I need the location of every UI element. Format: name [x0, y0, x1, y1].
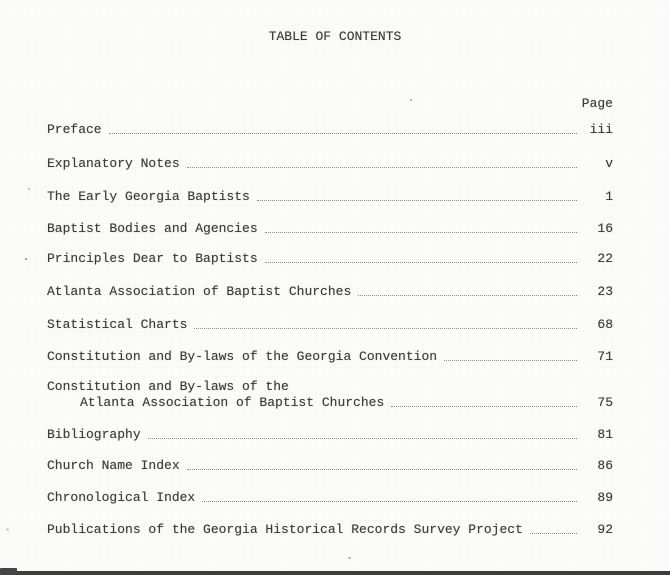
- dotted-leader: [202, 501, 577, 502]
- toc-entry-title: Statistical Charts: [47, 317, 188, 332]
- toc-page-number: 1: [605, 189, 613, 204]
- toc-entry: [47, 251, 613, 266]
- toc-page-number: 71: [597, 349, 613, 364]
- toc-entry-line2: [47, 395, 613, 410]
- toc-entry-title: Chronological Index: [47, 490, 196, 505]
- scan-edge-corner: [0, 568, 17, 575]
- toc-entry-title: Publications of the Georgia Historical Records Survey Project: [47, 522, 523, 537]
- dotted-leader: [530, 533, 577, 534]
- toc-entry: [47, 221, 613, 236]
- toc-page-number: v: [605, 156, 613, 171]
- dotted-leader: [358, 295, 577, 296]
- toc-entry: [47, 490, 613, 505]
- page-title: TABLE OF CONTENTS: [268, 29, 402, 44]
- toc-entry: [47, 156, 613, 171]
- toc-entry: [47, 349, 613, 364]
- dotted-leader: [187, 167, 577, 168]
- toc-entry-title: Baptist Bodies and Agencies: [47, 221, 258, 236]
- toc-entry-title: Atlanta Association of Baptist Churches: [47, 284, 352, 299]
- toc-page-number: 22: [597, 251, 613, 266]
- dotted-leader: [391, 406, 577, 407]
- toc-entry-line1: [47, 379, 613, 394]
- scan-speck: [25, 258, 27, 260]
- dotted-leader: [187, 469, 577, 470]
- toc-page-number: 16: [597, 221, 613, 236]
- dotted-leader: [257, 200, 577, 201]
- toc-entry-title: Constitution and By-laws of the Georgia Convention: [47, 349, 438, 364]
- toc-page-number: 75: [597, 395, 613, 410]
- scan-speck: [348, 557, 351, 559]
- toc-entry-title: Church Name Index: [47, 458, 180, 473]
- toc-page-number: 81: [597, 427, 613, 442]
- toc-page-number: 23: [597, 284, 613, 299]
- dotted-leader: [194, 328, 577, 329]
- toc-page-number: 68: [597, 317, 613, 332]
- toc-page-number: 89: [597, 490, 613, 505]
- scan-speck: [28, 188, 30, 190]
- toc-page-number: 92: [597, 522, 613, 537]
- toc-entry: [47, 427, 613, 442]
- toc-entry-title: Constitution and By-laws of the: [47, 379, 289, 394]
- toc-entry: [47, 122, 613, 137]
- dotted-leader: [265, 232, 577, 233]
- toc-entry-title: Preface: [47, 122, 102, 137]
- toc-entry: [47, 458, 613, 473]
- toc-entry-title: Atlanta Association of Baptist Churches: [80, 395, 385, 410]
- toc-entry: [47, 189, 613, 204]
- toc-page-number: iii: [589, 122, 613, 137]
- dotted-leader: [109, 133, 577, 134]
- toc-page-number: 86: [597, 458, 613, 473]
- toc-entry-title: Bibliography: [47, 427, 141, 442]
- dotted-leader: [148, 438, 577, 439]
- dotted-leader: [265, 262, 577, 263]
- scan-edge-band: [0, 571, 670, 575]
- page-column-label: Page: [581, 96, 613, 111]
- scan-speck: [410, 99, 412, 101]
- toc-entry: [47, 284, 613, 299]
- scan-speck: [6, 528, 9, 531]
- toc-entry-title: The Early Georgia Baptists: [47, 189, 250, 204]
- toc-entry: [47, 522, 613, 537]
- dotted-leader: [444, 360, 577, 361]
- toc-entry-title: Explanatory Notes: [47, 156, 180, 171]
- toc-entry: [47, 317, 613, 332]
- toc-entry-title: Principles Dear to Baptists: [47, 251, 258, 266]
